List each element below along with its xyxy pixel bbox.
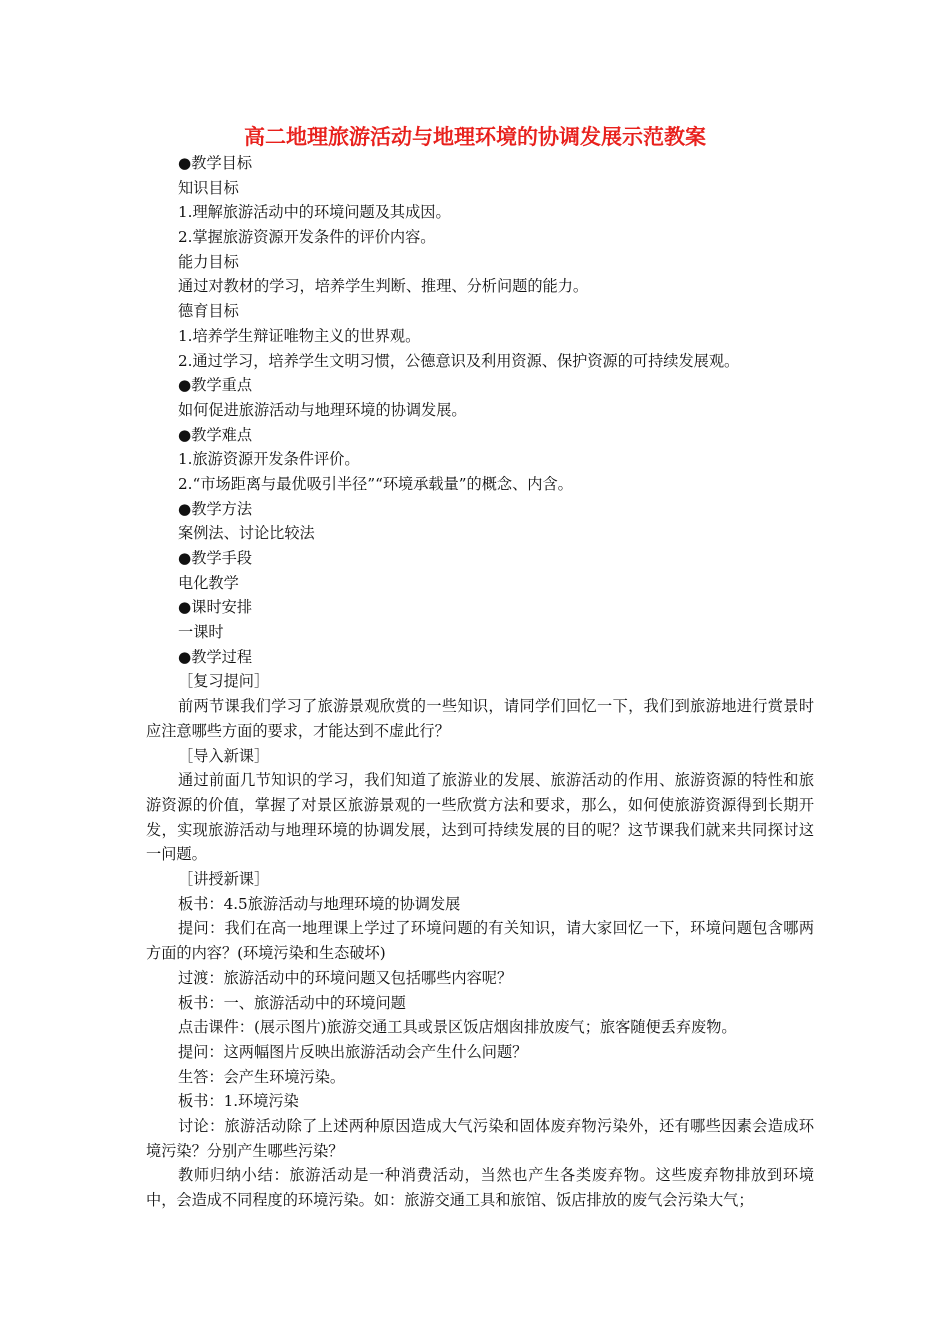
section-heading: ●教学方法 (178, 499, 253, 518)
list-item: 1.培养学生辩证唯物主义的世界观。 (178, 326, 421, 345)
section-heading: ●教学目标 (178, 154, 253, 172)
board-note: 板书：1.环境污染 (178, 1092, 299, 1111)
text-line: 电化教学 (178, 573, 239, 592)
text-line: 点击课件：(展示图片)旅游交通工具或景区饭店烟囱排放废气；旅客随便丢弃废物。 (178, 1018, 737, 1037)
text-line: 生答：会产生环境污染。 (178, 1067, 346, 1086)
paragraph: 讨论：旅游活动除了上述两种原因造成大气污染和固体废弃物污染外，还有哪些因素会造成环境污染？分别产生哪些污染？ (146, 1116, 814, 1160)
paragraph: 通过前面几节知识的学习，我们知道了旅游业的发展、旅游活动的作用、旅游资源的特性和旅游资源的价值，掌握了对景区旅游景观的一些欣赏方法和要求，那么，如何使旅游资源得到长期开发，实现旅游活动与地理环境的协调发展，达到可持续发展的目的呢？这节课我们就来共同探讨这一问题。 (146, 771, 814, 864)
section-heading: ●教学手段 (178, 549, 253, 567)
section-heading: ●教学难点 (178, 425, 253, 444)
bracket-heading: ［讲授新课］ (178, 870, 270, 889)
section-heading: ●教学重点 (178, 376, 253, 395)
list-item: 1.旅游资源开发条件评价。 (178, 450, 360, 469)
paragraph: 教师归纳小结：旅游活动是一种消费活动，当然也产生各类废弃物。这些废弃物排放到环境中，会造成不同程度的环境污染。如：旅游交通工具和旅馆、饭店排放的废气会污染大气； (146, 1166, 814, 1210)
list-item: 1.理解旅游活动中的环境问题及其成因。 (178, 203, 451, 222)
bracket-heading: ［复习提问］ (178, 672, 270, 691)
bracket-heading: ［导入新课］ (178, 746, 270, 765)
text-line: 如何促进旅游活动与地理环境的协调发展。 (178, 400, 467, 419)
text-line: 案例法、讨论比较法 (178, 524, 315, 543)
list-item: 2.通过学习，培养学生文明习惯，公德意识及利用资源、保护资源的可持续发展观。 (178, 351, 740, 370)
paragraph: 前两节课我们学习了旅游景观欣赏的一些知识，请同学们回忆一下，我们到旅游地进行赏景时应注意哪些方面的要求，才能达到不虚此行？ (146, 697, 814, 740)
text-line: 通过对教材的学习，培养学生判断、推理、分析问题的能力。 (178, 277, 589, 296)
board-note: 板书：4.5旅游活动与地理环境的协调发展 (178, 894, 461, 913)
subsection-heading: 知识目标 (178, 178, 239, 197)
document-title: 高二地理旅游活动与地理环境的协调发展示范教案 (244, 124, 706, 149)
text-line: 一课时 (178, 623, 224, 642)
section-heading: ●教学过程 (178, 647, 253, 666)
subsection-heading: 能力目标 (178, 252, 239, 271)
paragraph: 提问：我们在高一地理课上学过了环境问题的有关知识，请大家回忆一下，环境问题包含哪两方面的内容？(环境污染和生态破坏) (146, 919, 814, 963)
text-line: 提问：这两幅图片反映出旅游活动会产生什么问题？ (178, 1042, 528, 1061)
list-item: 2.“市场距离与最优吸引半径”“环境承载量”的概念、内含。 (178, 474, 573, 493)
text-line: 过渡：旅游活动中的环境问题又包括哪些内容呢？ (178, 968, 513, 987)
list-item: 2.掌握旅游资源开发条件的评价内容。 (178, 228, 436, 247)
subsection-heading: 德育目标 (178, 302, 239, 321)
section-heading: ●课时安排 (178, 598, 253, 617)
board-note: 板书：一、旅游活动中的环境问题 (178, 993, 406, 1012)
document-body (146, 151, 814, 1213)
